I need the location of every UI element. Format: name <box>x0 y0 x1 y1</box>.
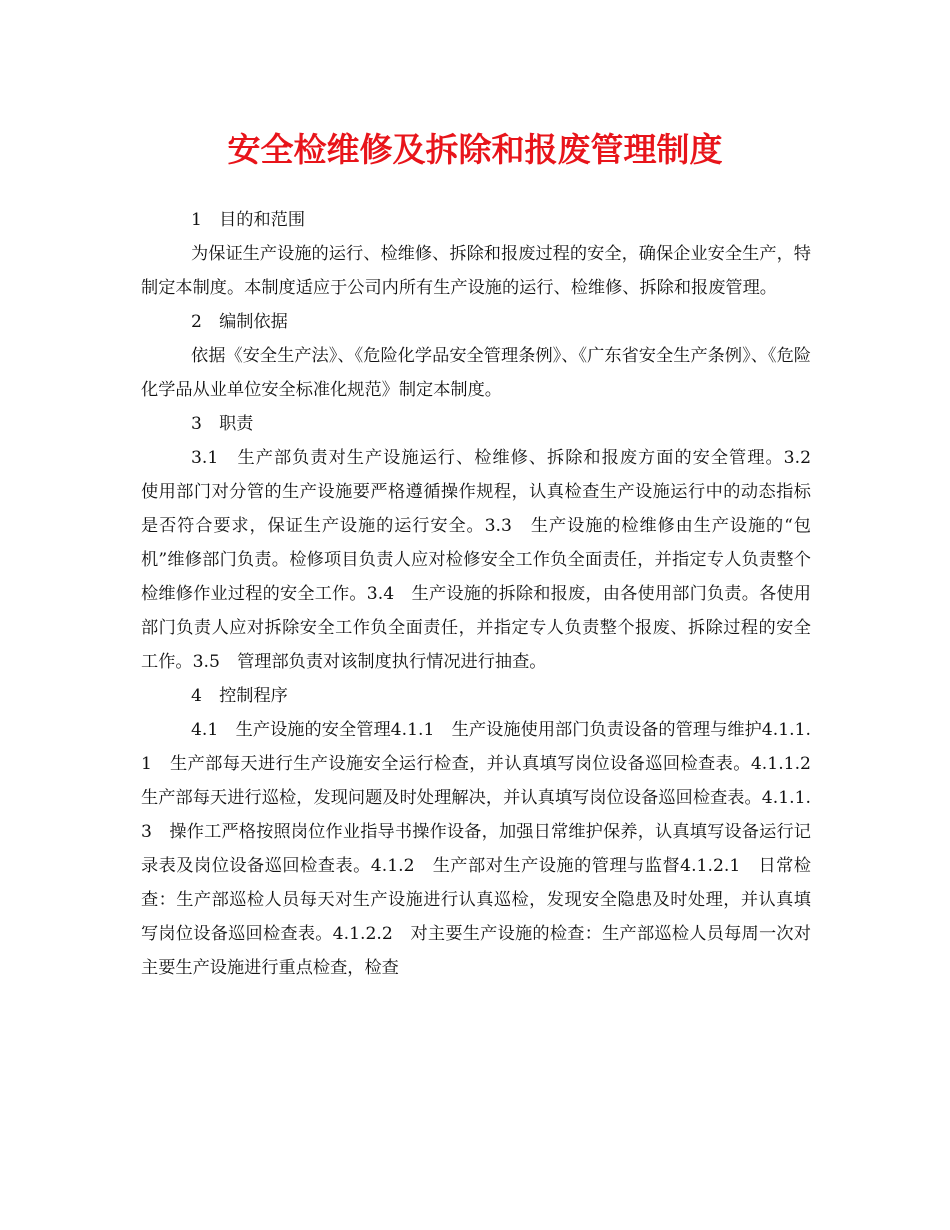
document-title: 安全检维修及拆除和报废管理制度 <box>227 130 723 169</box>
section-heading-purpose: 1 目的和范围 <box>191 210 306 230</box>
section-text-basis: 依据《安全生产法》、《危险化学品安全管理条例》、《广东省安全生产条例》、《危险化学品从业单位安全标准化规范》制定本制度。 <box>141 346 811 400</box>
section-text-procedure: 4.1 生产设施的安全管理4.1.1 生产设施使用部门负责设备的管理与维护4.1.1.1 生产部每天进行生产设施安全运行检查，并认真填写岗位设备巡回检查表。4.1.1.2 生产部每天进行巡检，发现问题及时处理解决，并认真填写岗位设备巡回检查表。4.1.1.3 操作工严格按照岗位作业指导书操作设备，加强日常维护保养，认真填写设备运行记录表及岗位设备巡回检查表。4.1.2 生产部对生产设施的管理与监督4.1.2.1 日常检查：生产部巡检人员每天对生产设施进行认真巡检，发现安全隐患及时处理，并认真填写岗位设备巡回检查表。4.1.2.2 对主要生产设施的检查：生产部巡检人员每周一次对主要生产设施进行重点检查，检查 <box>141 720 829 978</box>
section-text-duties: 3.1 生产部负责对生产设施运行、检维修、拆除和报废方面的安全管理。3.2 使用部门对分管的生产设施要严格遵循操作规程，认真检查生产设施运行中的动态指标是否符合要求，保证生产设施的运行安全。3.3 生产设施的检维修由生产设施的“包机”维修部门负责。检修项目负责人应对检修安全工作负全面责任，并指定专人负责整个检维修作业过程的安全工作。3.4 生产设施的拆除和报废，由各使用部门负责。各使用部门负责人应对拆除安全工作负全面责任，并指定专人负责整个报废、拆除过程的安全工作。3.5 管理部负责对该制度执行情况进行抽查。 <box>141 448 829 672</box>
section-text-purpose: 为保证生产设施的运行、检维修、拆除和报废过程的安全，确保企业安全生产，特制定本制度。本制度适应于公司内所有生产设施的运行、检维修、拆除和报废管理。 <box>141 244 811 298</box>
section-heading-basis: 2 编制依据 <box>191 312 288 332</box>
document-body <box>141 203 829 985</box>
section-heading-procedure: 4 控制程序 <box>191 686 288 706</box>
section-heading-duties: 3 职责 <box>191 414 254 434</box>
